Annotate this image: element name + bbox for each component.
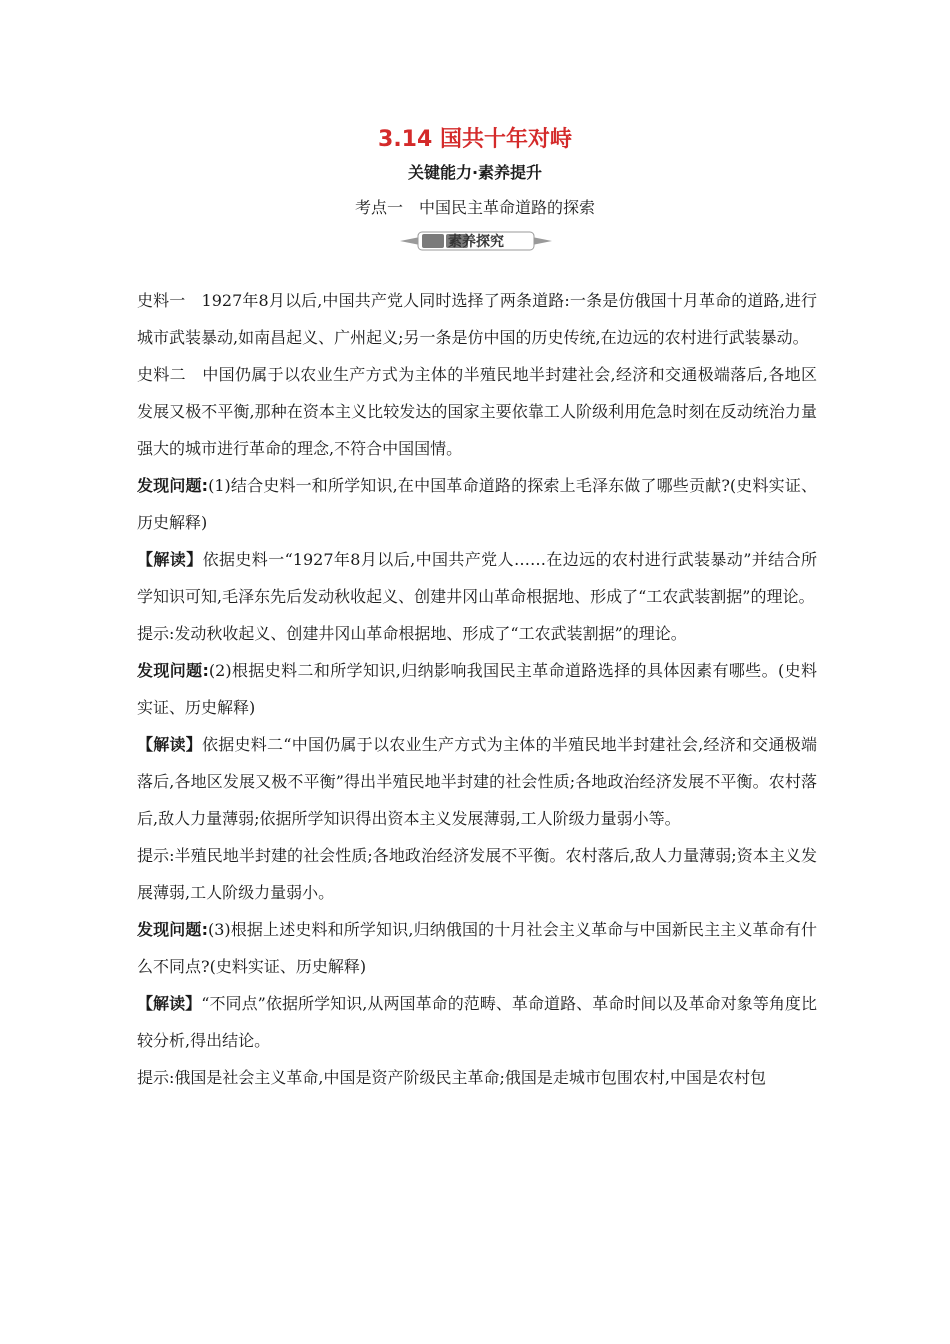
question-2-text: (2)根据史料二和所学知识,归纳影响我国民主革命道路选择的具体因素有哪些。(史料实证、历史解释) xyxy=(137,661,817,717)
question-3 xyxy=(137,911,817,985)
section-subtitle: 关键能力·素养提升 xyxy=(407,163,543,182)
hint-1: 提示:发动秋收起义、创建井冈山革命根据地、形成了“工农武装割据”的理论。 xyxy=(137,624,687,643)
question-1 xyxy=(137,467,817,541)
question-label: 发现问题: xyxy=(137,920,208,939)
hint-2: 提示:半殖民地半封建的社会性质;各地政治经济发展不平衡。农村落后,敌人力量薄弱;资本主义发展薄弱,工人阶级力量弱小。 xyxy=(137,846,817,902)
question-3-text: (3)根据上述史料和所学知识,归纳俄国的十月社会主义革命与中国新民主主义革命有什么不同点?(史料实证、历史解释) xyxy=(137,920,817,976)
interpretation-2 xyxy=(137,726,817,837)
hint-3: 提示:俄国是社会主义革命,中国是资产阶级民主革命;俄国是走城市包围农村,中国是农村包 xyxy=(137,1068,766,1087)
question-2 xyxy=(137,652,817,726)
interpretation-1-text: 依据史料一“1927年8月以后,中国共产党人……在边远的农村进行武装暴动”并结合所学知识可知,毛泽东先后发动秋收起义、创建井冈山革命根据地、形成了“工农武装割据”的理论。 xyxy=(137,550,817,606)
interpretation-3 xyxy=(137,985,817,1059)
interpretation-label: 【解读】 xyxy=(137,735,203,754)
badge-text: 素养探究 xyxy=(448,234,504,250)
interpretation-label: 【解读】 xyxy=(137,550,203,569)
content-body xyxy=(137,282,817,1096)
badge-graphic xyxy=(396,228,556,254)
material-1: 史料一 1927年8月以后,中国共产党人同时选择了两条道路:一条是仿俄国十月革命的道路,进行城市武装暴动,如南昌起义、广州起义;另一条是仿中国的历史传统,在边远的农村进行武装暴动。 xyxy=(137,291,817,347)
topic-heading: 考点一 中国民主革命道路的探索 xyxy=(354,198,595,217)
interpretation-label: 【解读】 xyxy=(137,994,202,1013)
interpretation-2-text: 依据史料二“中国仍属于以农业生产方式为主体的半殖民地半封建社会,经济和交通极端落后,各地区发展又极不平衡”得出半殖民地半封建的社会性质;各地政治经济发展不平衡。农村落后,敌人力量薄弱;依据所学知识得出资本主义发展薄弱,工人阶级力量弱小等。 xyxy=(137,735,817,828)
question-1-text: (1)结合史料一和所学知识,在中国革命道路的探索上毛泽东做了哪些贡献?(史料实证、历史解释) xyxy=(137,476,817,532)
question-label: 发现问题: xyxy=(137,476,209,495)
material-2: 史料二 中国仍属于以农业生产方式为主体的半殖民地半封建社会,经济和交通极端落后,各地区发展又极不平衡,那种在资本主义比较发达的国家主要依靠工人阶级利用危急时刻在反动统治力量强大的城市进行革命的理念,不符合中国国情。 xyxy=(137,365,817,458)
question-label: 发现问题: xyxy=(137,661,209,680)
section-badge xyxy=(396,228,556,254)
interpretation-1 xyxy=(137,541,817,615)
interpretation-3-text: “不同点”依据所学知识,从两国革命的范畴、革命道路、革命时间以及革命对象等角度比较分析,得出结论。 xyxy=(137,994,817,1050)
page-title: 3.14 国共十年对峙 xyxy=(378,127,572,152)
